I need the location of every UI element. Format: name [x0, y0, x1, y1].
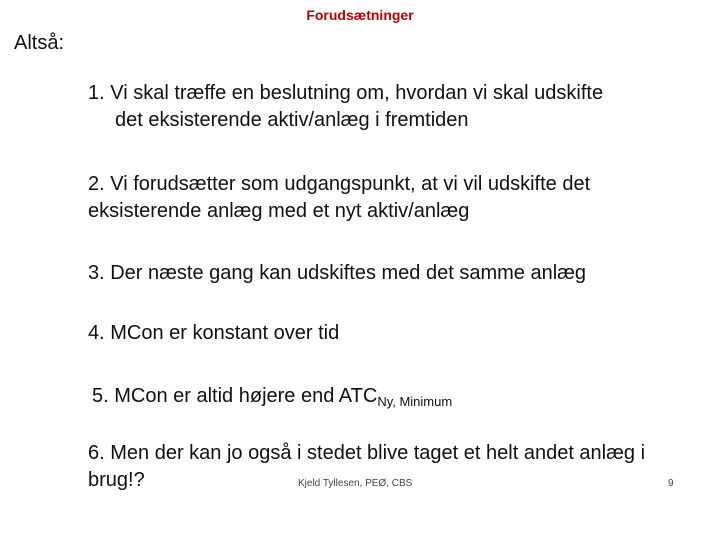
assumption-1-line-2: det eksisterende aktiv/anlæg i fremtiden: [115, 109, 469, 131]
assumption-item-5: [92, 383, 452, 415]
assumption-2-line-1: 2. Vi forudsætter som udgangspunkt, at vi vil udskifte det: [88, 173, 591, 195]
assumption-2-line-2: eksisterende anlæg med et nyt aktiv/anlæg: [88, 200, 470, 222]
assumption-item-2: [88, 171, 590, 225]
assumption-item-1: [88, 80, 603, 134]
assumption-6-line-1: 6. Men der kan jo også i stedet blive taget et helt andet anlæg i: [88, 442, 646, 464]
assumption-5-line-1: 5. MCon er altid højere end ATC: [92, 385, 378, 407]
assumption-item-4: [88, 320, 339, 347]
atc-subscript: Ny, Minimum: [377, 394, 453, 409]
assumption-item-3: [88, 260, 586, 287]
assumption-1-line-1: 1. Vi skal træffe en beslutning om, hvordan vi skal udskifte: [88, 82, 604, 104]
footer-author: Kjeld Tyllesen, PEØ, CBS: [298, 478, 413, 489]
page-number: 9: [668, 478, 674, 489]
assumption-6-line-2: brug!?: [88, 469, 145, 491]
slide-title: Forudsætninger: [306, 7, 414, 23]
intro-text: Altså:: [14, 32, 65, 54]
assumption-4-line-1: 4. MCon er konstant over tid: [88, 322, 340, 344]
assumption-3-line-1: 3. Der næste gang kan udskiftes med det samme anlæg: [88, 262, 587, 284]
